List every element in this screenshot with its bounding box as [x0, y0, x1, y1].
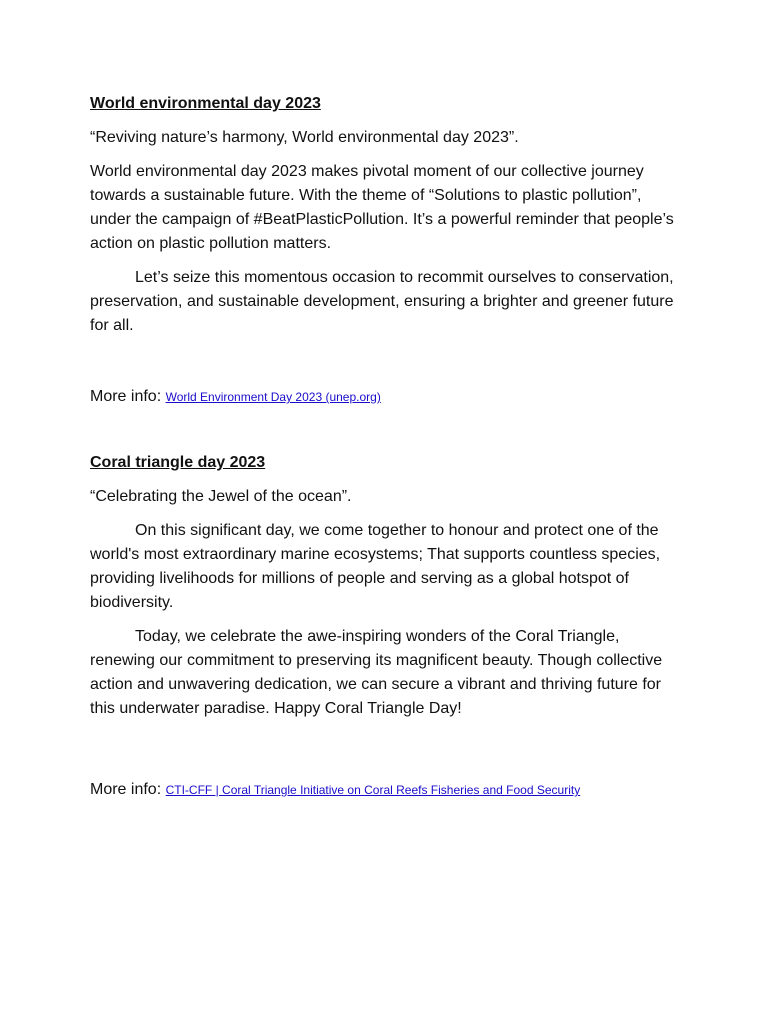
tagline: “Reviving nature’s harmony, World environmental day 2023”. — [90, 129, 519, 146]
paragraph: On this significant day, we come together to honour and protect one of the world's most extraordinary marine ecosystems; That supports countless species, providing livelihoods for millions of people and serving as a global hotspot of biodiversity. — [90, 522, 661, 611]
blank-line — [90, 731, 682, 778]
unep-link[interactable]: World Environment Day 2023 (unep.org) — [165, 390, 381, 404]
blank-line — [90, 348, 682, 385]
tagline: “Celebrating the Jewel of the ocean”. — [90, 488, 352, 505]
cti-cff-link[interactable]: CTI-CFF | Coral Triangle Initiative on Coral Reefs Fisheries and Food Security — [165, 783, 581, 797]
section-heading: Coral triangle day 2023 — [90, 454, 266, 471]
more-info-label: More info: — [90, 388, 166, 405]
paragraph: Let’s seize this momentous occasion to recommit ourselves to conservation, preservation, and sustainable development, ensuring a brighter and greener future for all. — [90, 269, 674, 334]
more-info-line — [90, 385, 682, 409]
more-info-line — [90, 778, 682, 802]
document-page — [90, 92, 682, 802]
blank-line — [90, 409, 682, 451]
section-heading: World environmental day 2023 — [90, 95, 321, 112]
paragraph: World environmental day 2023 makes pivotal moment of our collective journey towards a sustainable future. With the theme of “Solutions to plastic pollution”, under the campaign of #BeatPlasticPollution. It’s a powerful reminder that people’s action on plastic pollution matters. — [90, 163, 674, 252]
more-info-label: More info: — [90, 781, 166, 798]
section-world-environment-day — [90, 92, 682, 409]
section-coral-triangle-day — [90, 451, 682, 802]
paragraph: Today, we celebrate the awe-inspiring wonders of the Coral Triangle, renewing our commitment to preserving its magnificent beauty. Though collective action and unwavering dedication, we can secure a vibrant and thriving future for this underwater paradise. Happy Coral Triangle Day! — [90, 628, 663, 717]
